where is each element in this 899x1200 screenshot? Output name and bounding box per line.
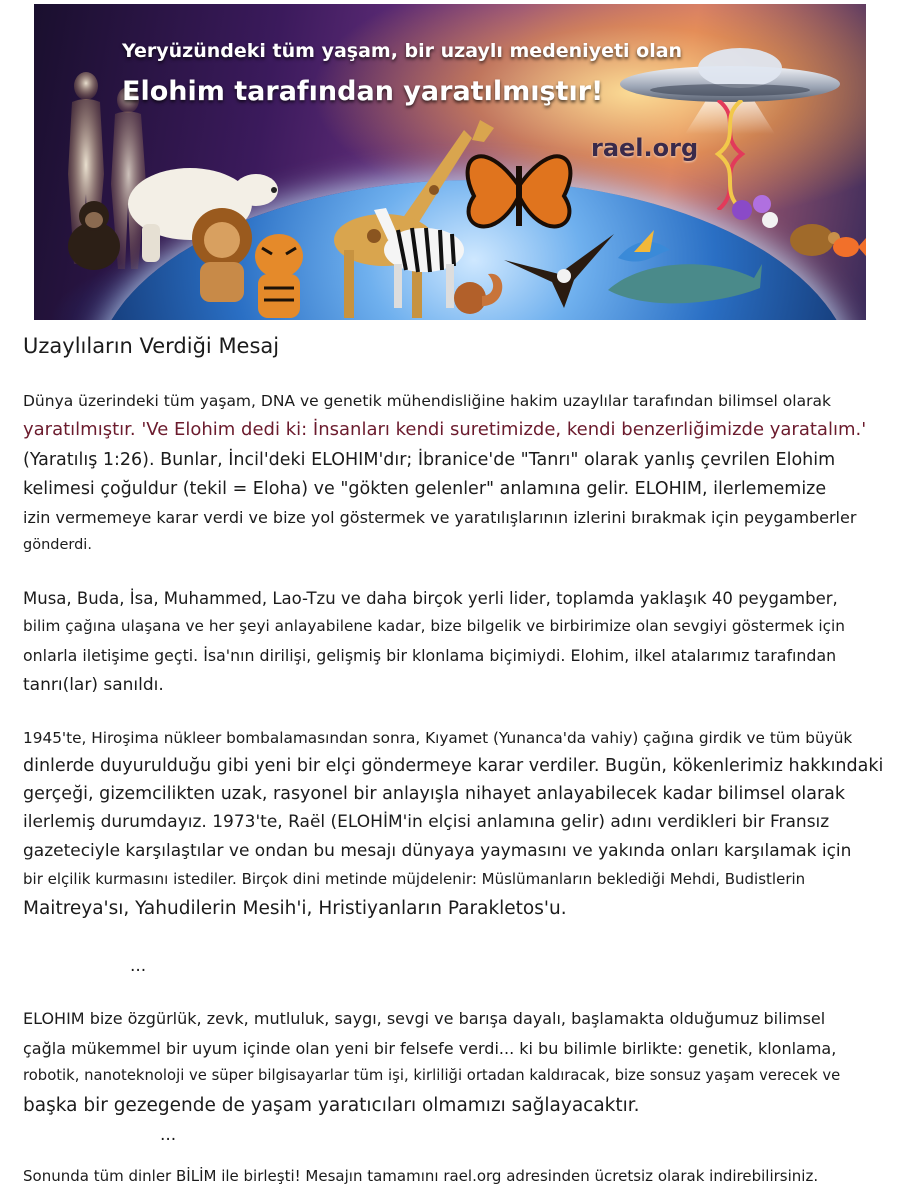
paragraph-3-line-7: Maitreya'sı, Yahudilerin Mesih'i, Hristiyanların Parakletos'u. — [23, 898, 567, 919]
paragraph-2-line-3: onlarla iletişime geçti. İsa'nın dirilişi, gelişmiş bir klonlama biçimiydi. Elohim, ilkel atalarımız tarafından — [23, 646, 837, 665]
paragraph-2-line-4: tanrı(lar) sanıldı. — [23, 675, 164, 695]
paragraph-1-line-1: Dünya üzerindeki tüm yaşam, DNA ve genetik mühendisliğine hakim uzaylılar tarafından bilimsel olarak — [23, 392, 831, 410]
dolphin-icon — [604, 254, 764, 314]
paragraph-3-line-5: gazeteciyle karşılaştılar ve ondan bu mesajı dünyaya yaymasını ve yakında onları karşılamak için — [23, 841, 852, 861]
banner-title-line-2: Elohim tarafından yaratılmıştır! — [122, 76, 604, 107]
paragraph-1-line-2: yaratılmıştır. 'Ve Elohim dedi ki: İnsanları kendi suretimizde, kendi benzerliğimizde yaratalım.' — [23, 419, 867, 440]
banner-title-line-1: Yeryüzündeki tüm yaşam, bir uzaylı medeniyeti olan — [122, 40, 683, 62]
ellipsis-1: ... — [130, 956, 147, 976]
paragraph-3-line-2: dinlerde duyurulduğu gibi yeni bir elçi göndermeye karar verdiler. Bugün, kökenlerimiz hakkındaki — [23, 756, 884, 776]
paragraph-4-line-4: başka bir gezegende de yaşam yaratıcıları olmamızı sağlayacaktır. — [23, 1095, 640, 1116]
paragraph-4-line-1: ELOHIM bize özgürlük, zevk, mutluluk, saygı, sevgi ve barışa dayalı, başlamakta olduğumuz bilimsel — [23, 1009, 826, 1028]
paragraph-4-line-2: çağla mükemmel bir uyum içinde olan yeni bir felsefe verdi... ki bu bilimle birlikte: genetik, klonlama, — [23, 1039, 837, 1058]
paragraph-3-line-1: 1945'te, Hiroşima nükleer bombalamasından sonra, Kıyamet (Yunanca'da vahiy) çağına girdik ve tüm büyük — [23, 729, 853, 747]
flower-icon — [726, 190, 782, 240]
article-heading: Uzaylıların Verdiği Mesaj — [23, 334, 280, 358]
banner-image — [34, 4, 866, 320]
paragraph-2-line-2: bilim çağına ulaşana ve her şeyi anlayabilene kadar, bize bilgelik ve birbirimize olan sevgiyi göstermek için — [23, 617, 845, 635]
paragraph-1-line-6: gönderdi. — [23, 537, 92, 553]
paragraph-3-line-6: bir elçilik kurmasını istediler. Birçok dini metinde müjdelenir: Müslümanların beklediği Mehdi, Budistlerin — [23, 870, 806, 888]
paragraph-3-line-3: gerçeği, gizemcilikten uzak, rasyonel bir anlayışla nihayet anlayabilecek kadar bilimsel olarak — [23, 784, 846, 804]
eagle-icon — [504, 230, 614, 310]
banner-website: rael.org — [591, 134, 699, 162]
closing-line: Sonunda tüm dinler BİLİM ile birleşti! Mesajın tamamını rael.org adresinden ücretsiz olarak indirebilirsiniz. — [23, 1167, 819, 1185]
paragraph-1-line-3: (Yaratılış 1:26). Bunlar, İncil'deki ELOHIM'dır; İbranice'de "Tanrı" olarak yanlış çevrilen Elohim — [23, 450, 836, 470]
paragraph-4-line-3: robotik, nanoteknoloji ve süper bilgisayarlar tüm işi, kirliliği ortadan kaldıracak, bize sonsuz yaşam verecek ve — [23, 1067, 841, 1084]
ellipsis-2: ... — [160, 1125, 177, 1145]
paragraph-1-line-4: kelimesi çoğuldur (tekil = Eloha) ve "gökten gelenler" anlamına gelir. ELOHIM, ilerlememize — [23, 479, 827, 499]
paragraph-2-line-1: Musa, Buda, İsa, Muhammed, Lao-Tzu ve daha birçok yerli lider, toplamda yaklaşık 40 peygamber, — [23, 589, 838, 608]
paragraph-1-line-5: izin vermemeye karar verdi ve bize yol göstermek ve yaratılışlarının izlerini bırakmak için peygamberler — [23, 508, 857, 527]
squirrel-icon — [448, 266, 508, 318]
paragraph-3-line-4: ilerlemiş durumdayız. 1973'te, Raël (ELOHİM'in elçisi anlamına gelir) adını verdikleri bir Fransız — [23, 812, 830, 832]
fish-icon — [832, 232, 866, 262]
